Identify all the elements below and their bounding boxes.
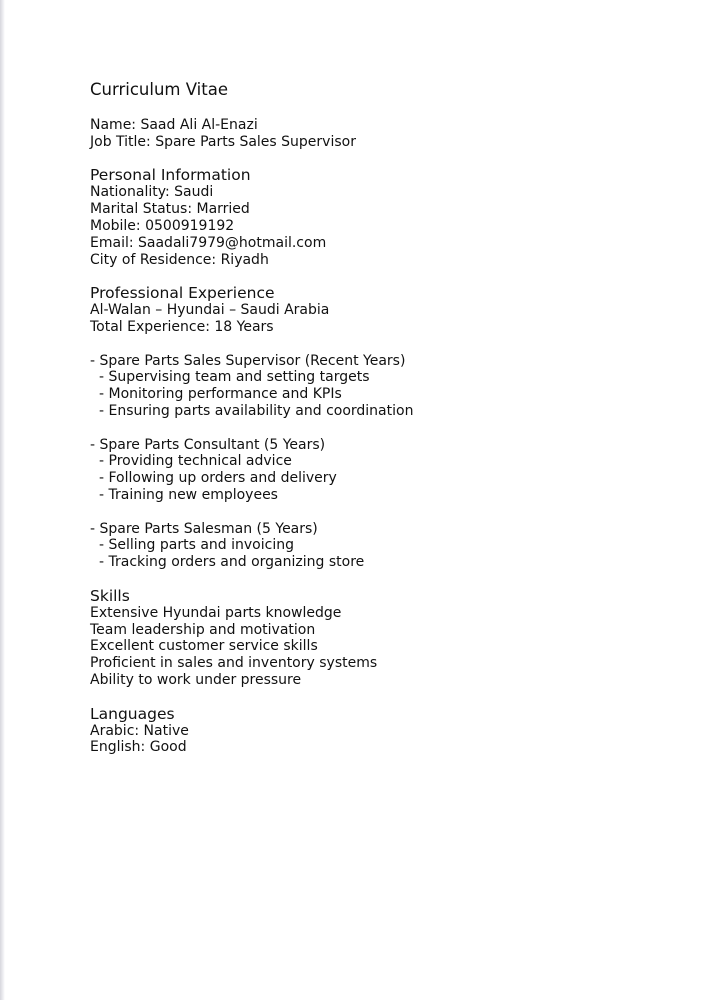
role-consultant [90,437,690,504]
identity-section [90,117,690,151]
skills-heading: Skills [90,586,130,605]
role-duty: - Supervising team and setting targets [99,369,370,386]
role-supervisor [90,353,690,420]
role-duty: - Providing technical advice [99,453,292,470]
professional-experience-section [90,285,690,336]
languages-section [90,706,690,757]
role-title: - Spare Parts Sales Supervisor (Recent Years) [90,352,406,369]
role-title: - Spare Parts Salesman (5 Years) [90,520,318,537]
role-duty: - Selling parts and invoicing [99,537,294,554]
skill-item: Extensive Hyundai parts knowledge [90,604,342,621]
language-item: English: Good [90,739,187,756]
role-title: - Spare Parts Consultant (5 Years) [90,436,326,453]
city-line: City of Residence: Riyadh [90,251,269,268]
nationality-line: Nationality: Saudi [90,184,214,201]
role-salesman [90,521,690,571]
role-duty: - Training new employees [99,486,278,503]
cv-content [90,80,690,773]
job-title-line: Job Title: Spare Parts Sales Supervisor [90,133,356,150]
language-item: Arabic: Native [90,722,189,739]
page-edge-shadow [0,0,5,1000]
role-duty: - Ensuring parts availability and coordination [99,402,414,419]
skill-item: Ability to work under pressure [90,671,302,688]
personal-information-heading: Personal Information [90,166,251,185]
document-title: Curriculum Vitae [90,80,228,99]
languages-heading: Languages [90,704,175,723]
skill-item: Proficient in sales and inventory systems [90,655,378,672]
marital-status-line: Marital Status: Married [90,201,250,218]
name-line: Name: Saad Ali Al-Enazi [90,117,258,133]
personal-information-section [90,167,690,268]
role-duty: - Tracking orders and organizing store [99,554,365,571]
mobile-line: Mobile: 0500919192 [90,217,235,234]
professional-experience-heading: Professional Experience [90,284,275,303]
role-duty: - Following up orders and delivery [99,470,337,487]
email-line: Email: Saadali7979@hotmail.com [90,234,327,251]
role-duty: - Monitoring performance and KPIs [99,386,342,403]
total-experience-line: Total Experience: 18 Years [90,318,274,335]
skills-section [90,588,690,689]
skill-item: Team leadership and motivation [90,621,316,638]
employer-line: Al-Walan – Hyundai – Saudi Arabia [90,302,330,319]
skill-item: Excellent customer service skills [90,638,318,655]
